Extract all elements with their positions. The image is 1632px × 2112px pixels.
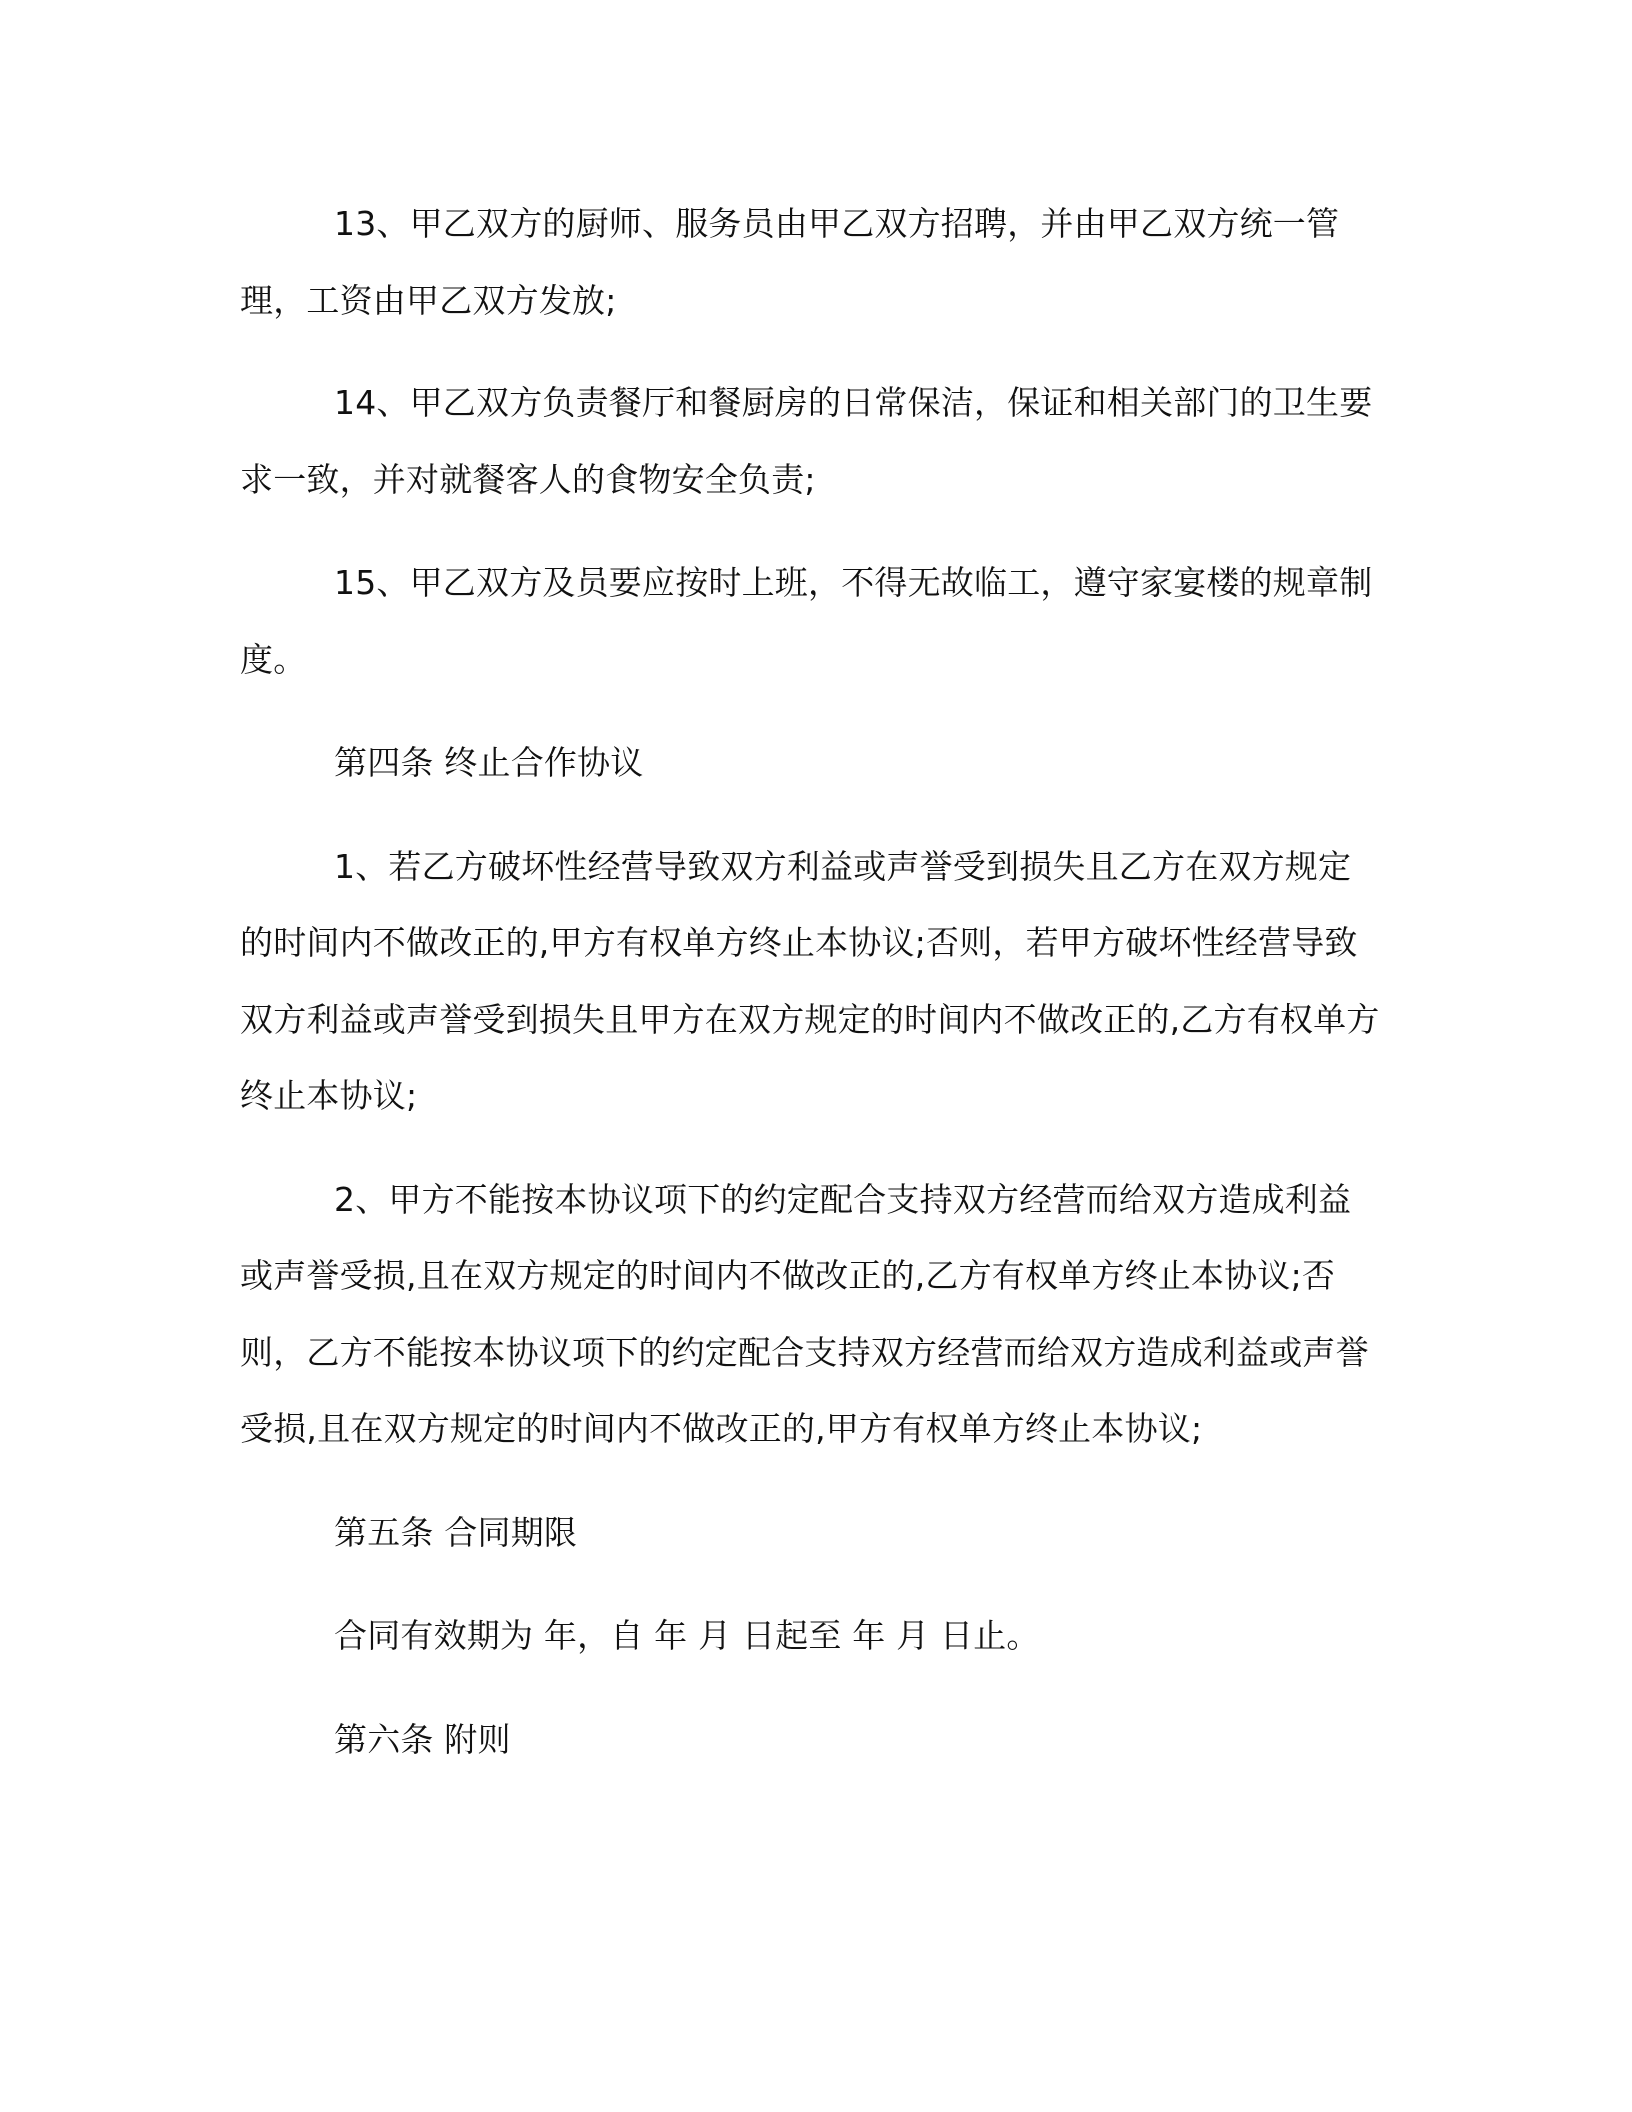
clause-item-15: 15、甲乙双方及员要应按时上班，不得无故临工，遵守家宴楼的规章制度。 xyxy=(240,563,1373,679)
article-5-heading: 第五条 合同期限 xyxy=(334,1512,578,1552)
clause-item-13: 13、甲乙双方的厨师、服务员由甲乙双方招聘，并由甲乙双方统一管理，工资由甲乙双方发放; xyxy=(240,204,1340,320)
clause-item-14: 14、甲乙双方负责餐厅和餐厨房的日常保洁，保证和相关部门的卫生要求一致，并对就餐客人的食物安全负责; xyxy=(240,383,1373,499)
article-4-clause-1: 1、若乙方破坏性经营导致双方利益或声誉受到损失且乙方在双方规定的时间内不做改正的,甲方有权单方终止本协议;否则，若甲方破坏性经营导致双方利益或声誉受到损失且甲方在双方规定的时间内不做改正的,乙方有权单方终止本协议; xyxy=(240,846,1380,1115)
document-body xyxy=(240,186,1380,1805)
contract-term-text: 合同有效期为 年，自 年 月 日起至 年 月 日止。 xyxy=(334,1616,1040,1655)
article-4-heading: 第四条 终止合作协议 xyxy=(334,743,644,782)
article-4-clause-2: 2、甲方不能按本协议项下的约定配合支持双方经营而给双方造成利益或声誉受损,且在双方规定的时间内不做改正的,乙方有权单方终止本协议;否则，乙方不能按本协议项下的约定配合支持双方经营而给双方造成利益或声誉受损,且在双方规定的时间内不做改正的,甲方有权单方终止本协议; xyxy=(240,1179,1369,1448)
article-6-heading: 第六条 附则 xyxy=(334,1719,511,1759)
